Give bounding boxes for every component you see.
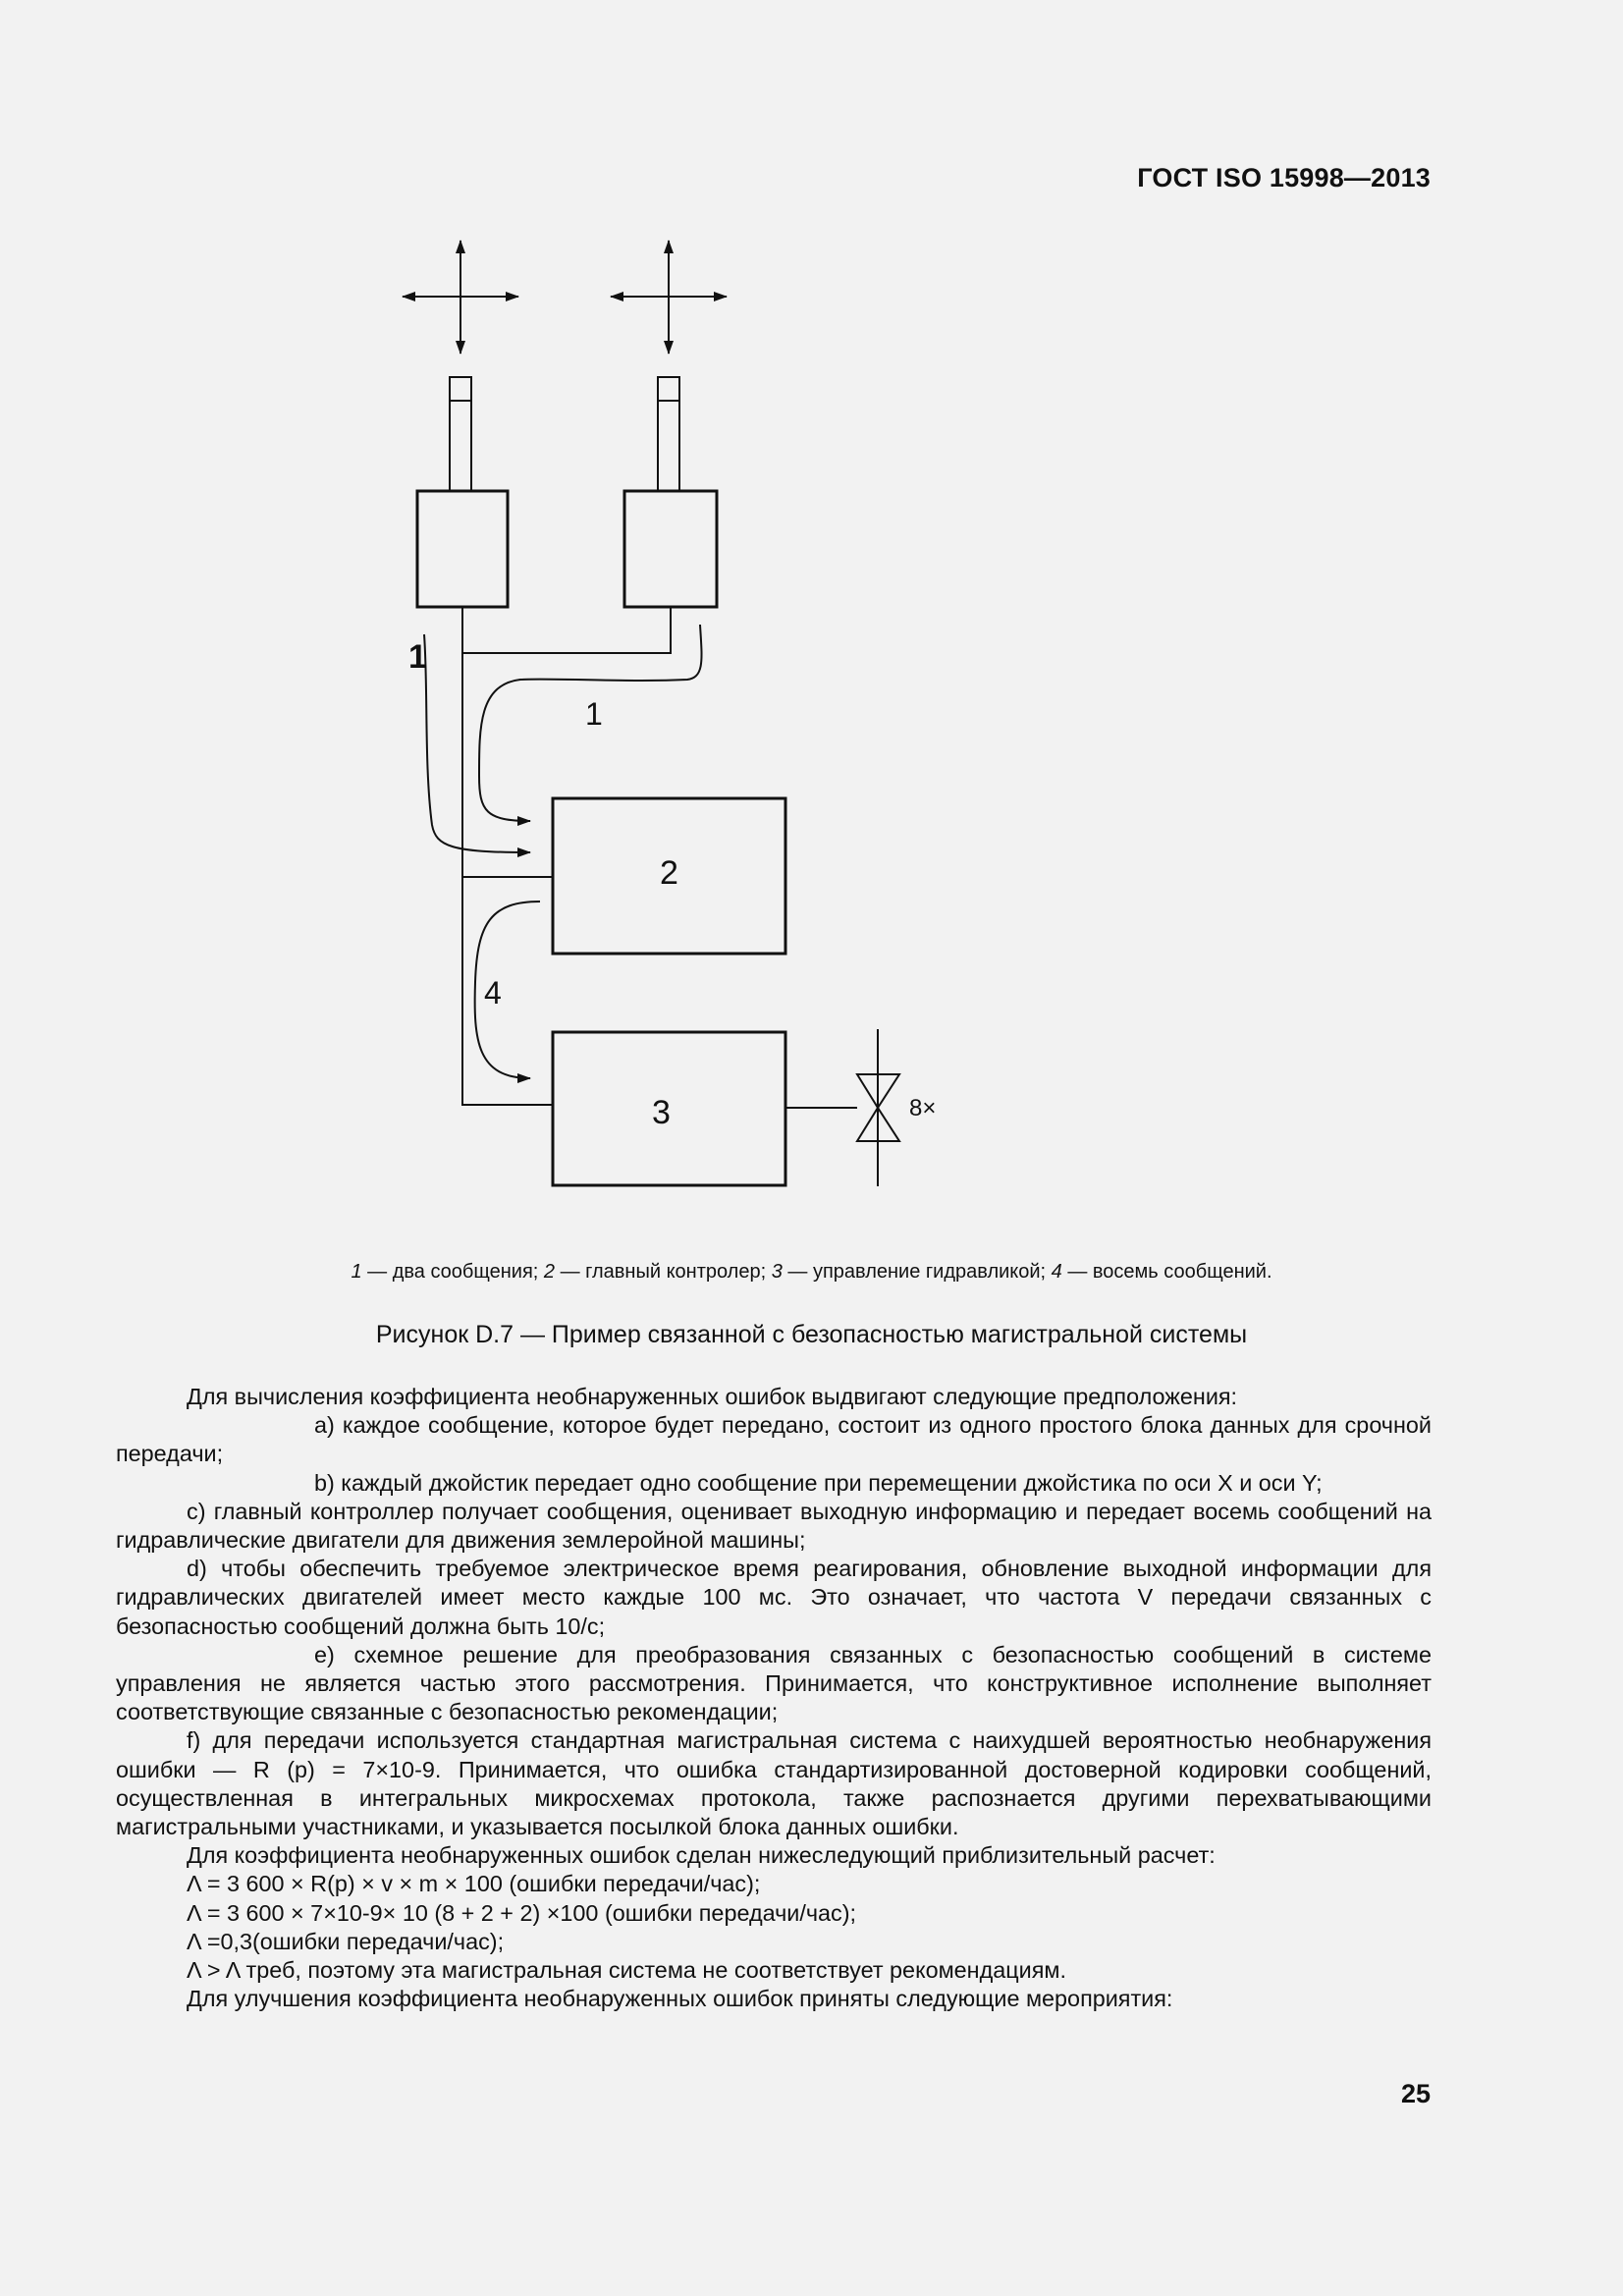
legend-num-4: 4 — [1051, 1261, 1062, 1283]
legend-text-2: — главный контролер; — [555, 1261, 772, 1283]
label-valve-count: 8× — [909, 1095, 937, 1121]
joystick-2 — [624, 377, 717, 607]
legend-num-1: 1 — [351, 1261, 362, 1283]
page-number: 25 — [1400, 2079, 1431, 2108]
paragraph-intro: Для вычисления коэффициента необнаруженных ошибок выдвигают следующие предположения: — [187, 1384, 1238, 1409]
label-eight-msgs: 4 — [484, 975, 502, 1011]
legend-num-3: 3 — [771, 1261, 783, 1283]
label-controller: 2 — [660, 854, 678, 892]
formula-2: Λ = 3 600 × 7×10-9× 10 (8 + 2 + 2) ×100 (ошибки передачи/час); — [187, 1899, 857, 1926]
figure-legend — [0, 1261, 1623, 1284]
joystick-2-direction-cross — [611, 241, 727, 354]
legend-text-4: — восемь сообщений. — [1061, 1261, 1272, 1283]
list-item-a: а) каждое сообщение, которое будет передано, состоит из одного простого блока данных для срочной передачи; — [116, 1412, 1432, 1467]
list-item-b: b) каждый джойстик передает одно сообщение при перемещении джойстика по оси X и оси Y; — [314, 1469, 1323, 1496]
legend-text-3: — управление гидравликой; — [782, 1261, 1052, 1283]
figure-title: Рисунок D.7 — Пример связанной с безопасностью магистральной системы — [375, 1321, 1248, 1348]
legend-num-2: 2 — [543, 1261, 556, 1283]
paragraph-conclusion: Для улучшения коэффициента необнаруженных ошибок приняты следующие мероприятия: — [187, 1986, 1173, 2012]
formula-3: Λ =0,3(ошибки передачи/час); — [187, 1928, 505, 1954]
label-hydraulic: 3 — [652, 1094, 671, 1131]
formula-4: Λ > Λ треб, поэтому эта магистральная система не соответствует рекомендациям. — [187, 1957, 1066, 1984]
body-text — [116, 1383, 1432, 2013]
joystick-1 — [417, 377, 508, 607]
list-item-d: d) чтобы обеспечить требуемое электрическое время реагирования, обновление выходной информации для гидравлических двигателей имеет место каждые 100 мс. Это означает, что частота V передачи связанных с безопасностью сообщений должна быть 10/с; — [116, 1556, 1432, 1639]
document-id: ГОСТ ISO 15998—2013 — [1137, 163, 1431, 192]
label-msg-right: 1 — [585, 696, 603, 732]
list-item-e: е) схемное решение для преобразования связанных с безопасностью сообщений в системе управления не является частью этого рассмотрения. Принимается, что конструктивное исполнение выполняет соответствующие связанные с безопасностью рекомендации; — [116, 1641, 1432, 1725]
list-item-f: f) для передачи используется стандартная магистральная система с наихудшей вероятностью необнаружения ошибки — R (p) = 7×10-9. Принимается, что ошибка стандартизированной достоверной кодировки сообщений, осуществленная в интегральных микросхемах протокола, также распознается другими перехватывающими магистральными участниками, и указывается посылкой блока данных ошибки. — [116, 1727, 1432, 1840]
list-item-c: с) главный контроллер получает сообщения, оценивает выходную информацию и передает восемь сообщений на гидравлические двигатели для движения землеройной машины; — [116, 1498, 1432, 1554]
message-arrows — [424, 625, 702, 1078]
legend-text-1: — два сообщения; — [361, 1261, 544, 1283]
paragraph-calc-intro: Для коэффициента необнаруженных ошибок сделан нижеследующий приблизительный расчет: — [187, 1842, 1216, 1869]
formula-1: Λ = 3 600 × R(p) × v × m × 100 (ошибки передачи/час); — [187, 1871, 761, 1897]
joystick-1-direction-cross — [403, 241, 518, 354]
label-msg-left: 1 — [408, 638, 427, 676]
valve-icon — [857, 1029, 899, 1186]
